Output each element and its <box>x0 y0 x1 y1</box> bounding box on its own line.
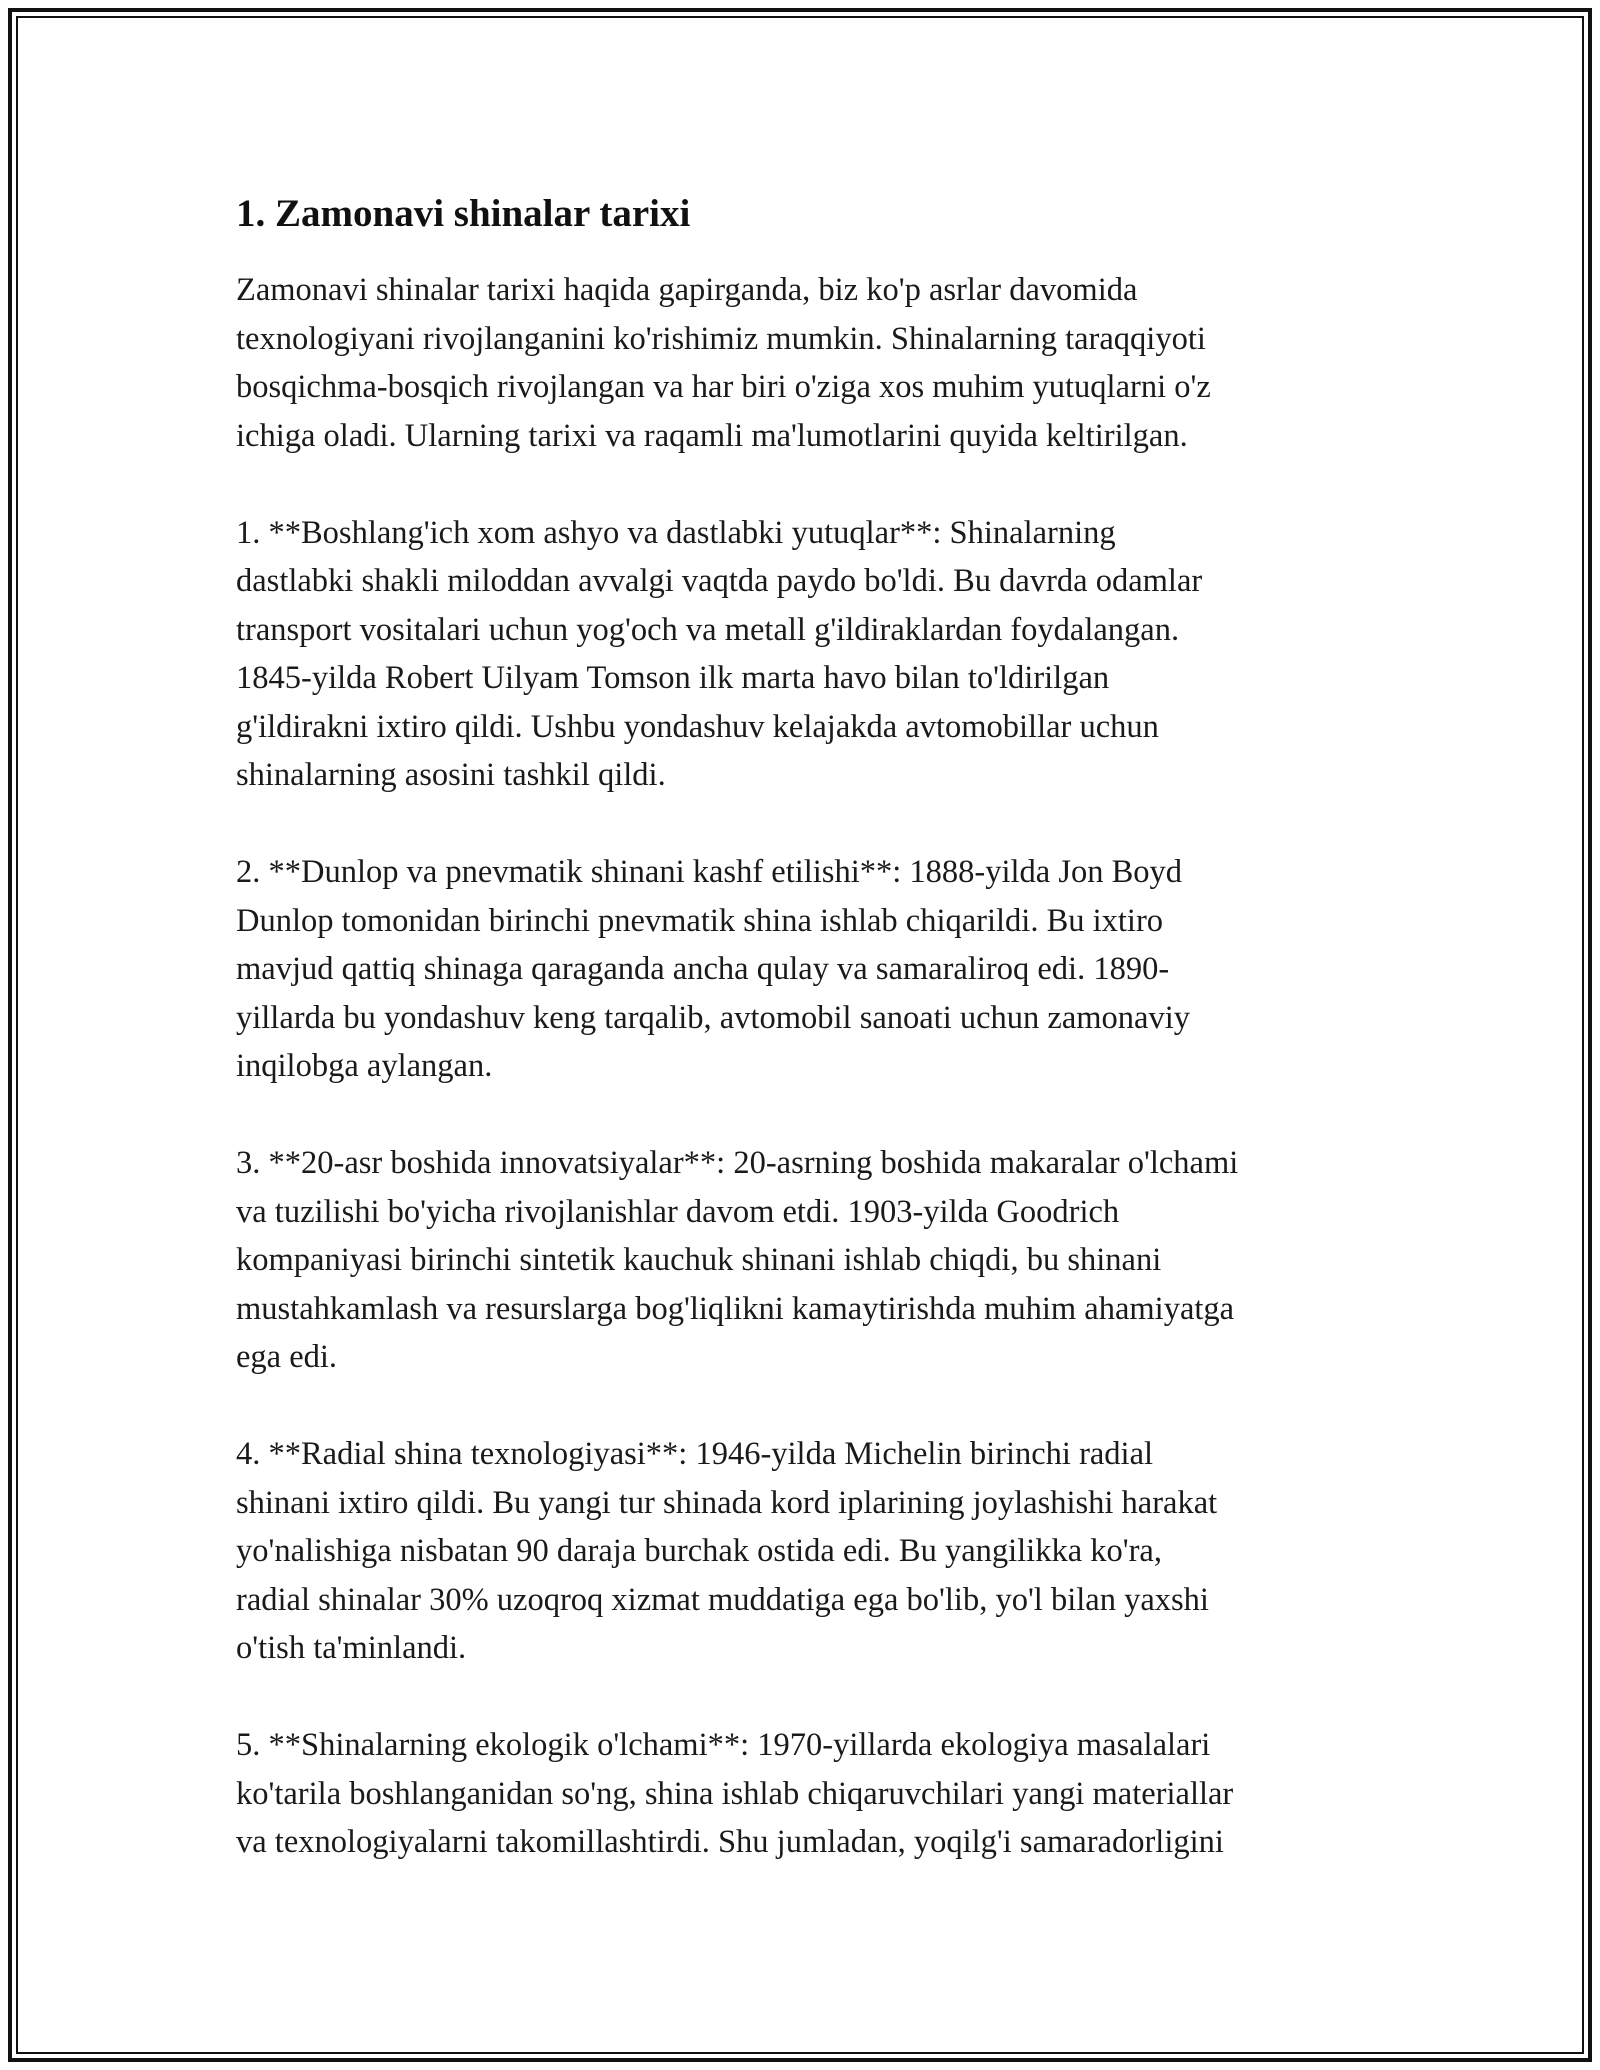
list-item: 1. **Boshlang'ich xom ashyo va dastlabki yutuqlar**: Shinalarning dastlabki shakli miloddan avvalgi vaqtda paydo bo'ldi. Bu davrda odamlar transport vositalari uchun yog'och va metall g'ildiraklardan foydalangan. 1845-yilda Robert Uilyam Tomson ilk marta havo bilan to'ldirilgan g'ildirakni ixtiro qildi. Ushbu yondashuv kelajakda avtomobillar uchun shinalarning asosini tashkil qildi. <box>236 514 1203 793</box>
document-body <box>236 190 1376 1867</box>
document-title: 1. Zamonavi shinalar tarixi <box>236 192 691 235</box>
list-item: 5. **Shinalarning ekologik o'lchami**: 1970-yillarda ekologiya masalalari ko'tarila boshlanganidan so'ng, shina ishlab chiqaruvchilari yangi materiallar va texnologiyalarni takomillashtirdi. Shu jumladan, yoqilg'i samaradorligini <box>236 1727 1234 1860</box>
list-item: 3. **20-asr boshida innovatsiyalar**: 20-asrning boshida makaralar o'lchami va tuzilishi bo'yicha rivojlanishlar davom etdi. 1903-yilda Goodrich kompaniyasi birinchi sintetik kauchuk shinani ishlab chiqdi, bu shinani mustahkamlash va resurslarga bog'liqlikni kamaytirishda muhim ahamiyatga ega edi. <box>236 1145 1239 1375</box>
list-item: 2. **Dunlop va pnevmatik shinani kashf etilishi**: 1888-yilda Jon Boyd Dunlop tomonidan birinchi pnevmatik shina ishlab chiqarildi. Bu ixtiro mavjud qattiq shinaga qaraganda ancha qulay va samaraliroq edi. 1890- yillarda bu yondashuv keng tarqalib, avtomobil sanoati uchun zamonaviy inqilobga aylangan. <box>236 854 1191 1084</box>
list-item: 4. **Radial shina texnologiyasi**: 1946-yilda Michelin birinchi radial shinani ixtiro qildi. Bu yangi tur shinada kord iplarining joylashishi harakat yo'nalishiga nisbatan 90 daraja burchak ostida edi. Bu yangilikka ko'ra, radial shinalar 30% uzoqroq xizmat muddatiga ega bo'lib, yo'l bilan yaxshi o'tish ta'minlandi. <box>236 1436 1218 1666</box>
intro-paragraph: Zamonavi shinalar tarixi haqida gapirganda, biz ko'p asrlar davomida texnologiyani rivojlanganini ko'rishimiz mumkin. Shinalarning taraqqiyoti bosqichma-bosqich rivojlangan va har biri o'ziga xos muhim yutuqlarni o'z ichiga oladi. Ularning tarixi va raqamli ma'lumotlarini quyida keltirilgan. <box>236 272 1211 454</box>
